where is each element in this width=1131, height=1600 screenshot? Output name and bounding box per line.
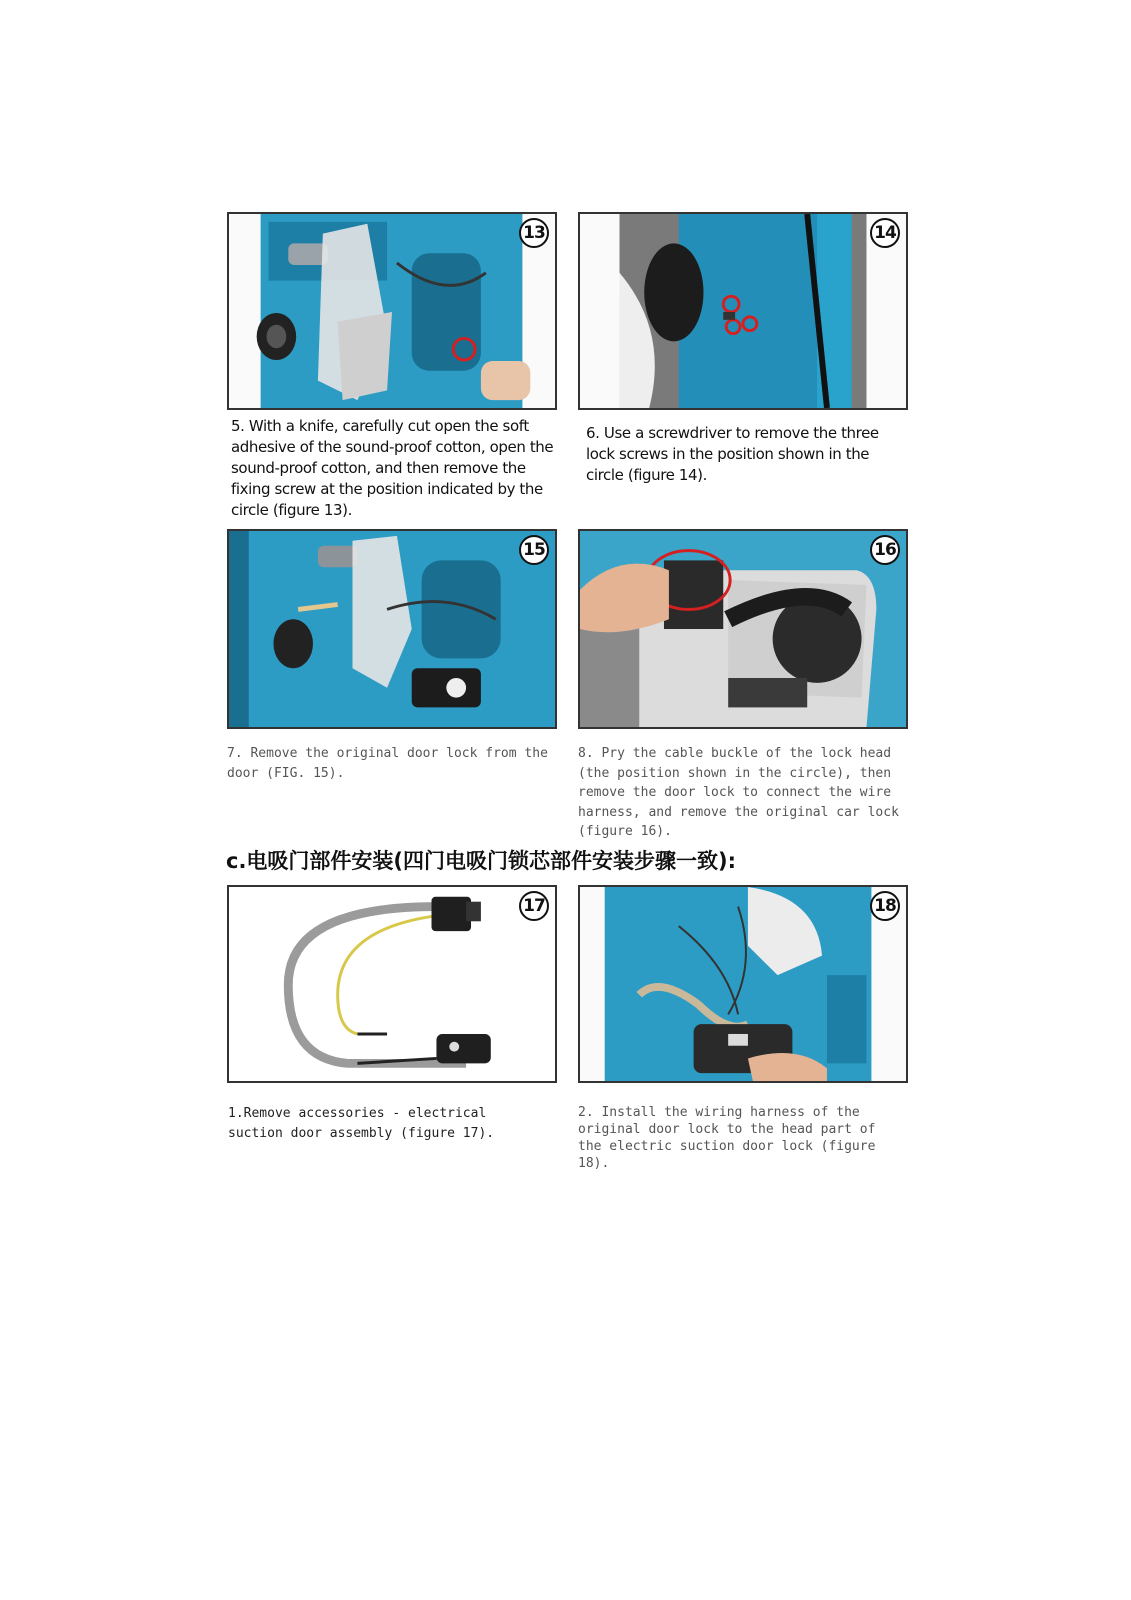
figure-18-caption: 2. Install the wiring harness of the original door lock to the head part of the electric suction door lock (figure 18). — [578, 1105, 876, 1171]
figure-13-caption: 5. With a knife, carefully cut open the soft adhesive of the sound-proof cotton, open the sound-proof cotton, and then remove the fixing screw at the position indicated by the circle (figure 13). — [231, 417, 554, 519]
electric-suction-lock-assembly-photo — [229, 887, 555, 1081]
figure-number-badge: 13 — [519, 218, 549, 248]
figure-number-badge: 18 — [870, 891, 900, 921]
door-lock-removed-photo — [229, 531, 555, 727]
wiring-harness-install-photo — [580, 887, 906, 1081]
figure-15-photo — [227, 529, 557, 729]
figure-17-caption: 1.Remove accessories - electrical suction door assembly (figure 17). — [228, 1106, 495, 1141]
lock-head-buckle-photo — [580, 531, 906, 727]
door-panel-photo — [229, 214, 555, 408]
figure-16-caption: 8. Pry the cable buckle of the lock head (the position shown in the circle), then remove the door lock to connect the wire harness, and remove the original car lock (figure 16). — [578, 746, 899, 839]
figure-number-badge: 14 — [870, 218, 900, 248]
figure-number-badge: 17 — [519, 891, 549, 921]
door-screws-photo — [580, 214, 906, 408]
figure-14-photo — [578, 212, 908, 410]
figure-number-badge: 15 — [519, 535, 549, 565]
figure-13-photo — [227, 212, 557, 410]
figure-17-photo — [227, 885, 557, 1083]
figure-14-caption: 6. Use a screwdriver to remove the three lock screws in the position shown in the circle (figure 14). — [586, 424, 879, 484]
figure-15-caption: 7. Remove the original door lock from the door (FIG. 15). — [227, 746, 548, 781]
figure-16-photo — [578, 529, 908, 729]
figure-18-photo — [578, 885, 908, 1083]
figure-number-badge: 16 — [870, 535, 900, 565]
section-heading: c.电吸门部件安装(四门电吸门锁芯部件安装步骤一致): — [226, 849, 737, 873]
